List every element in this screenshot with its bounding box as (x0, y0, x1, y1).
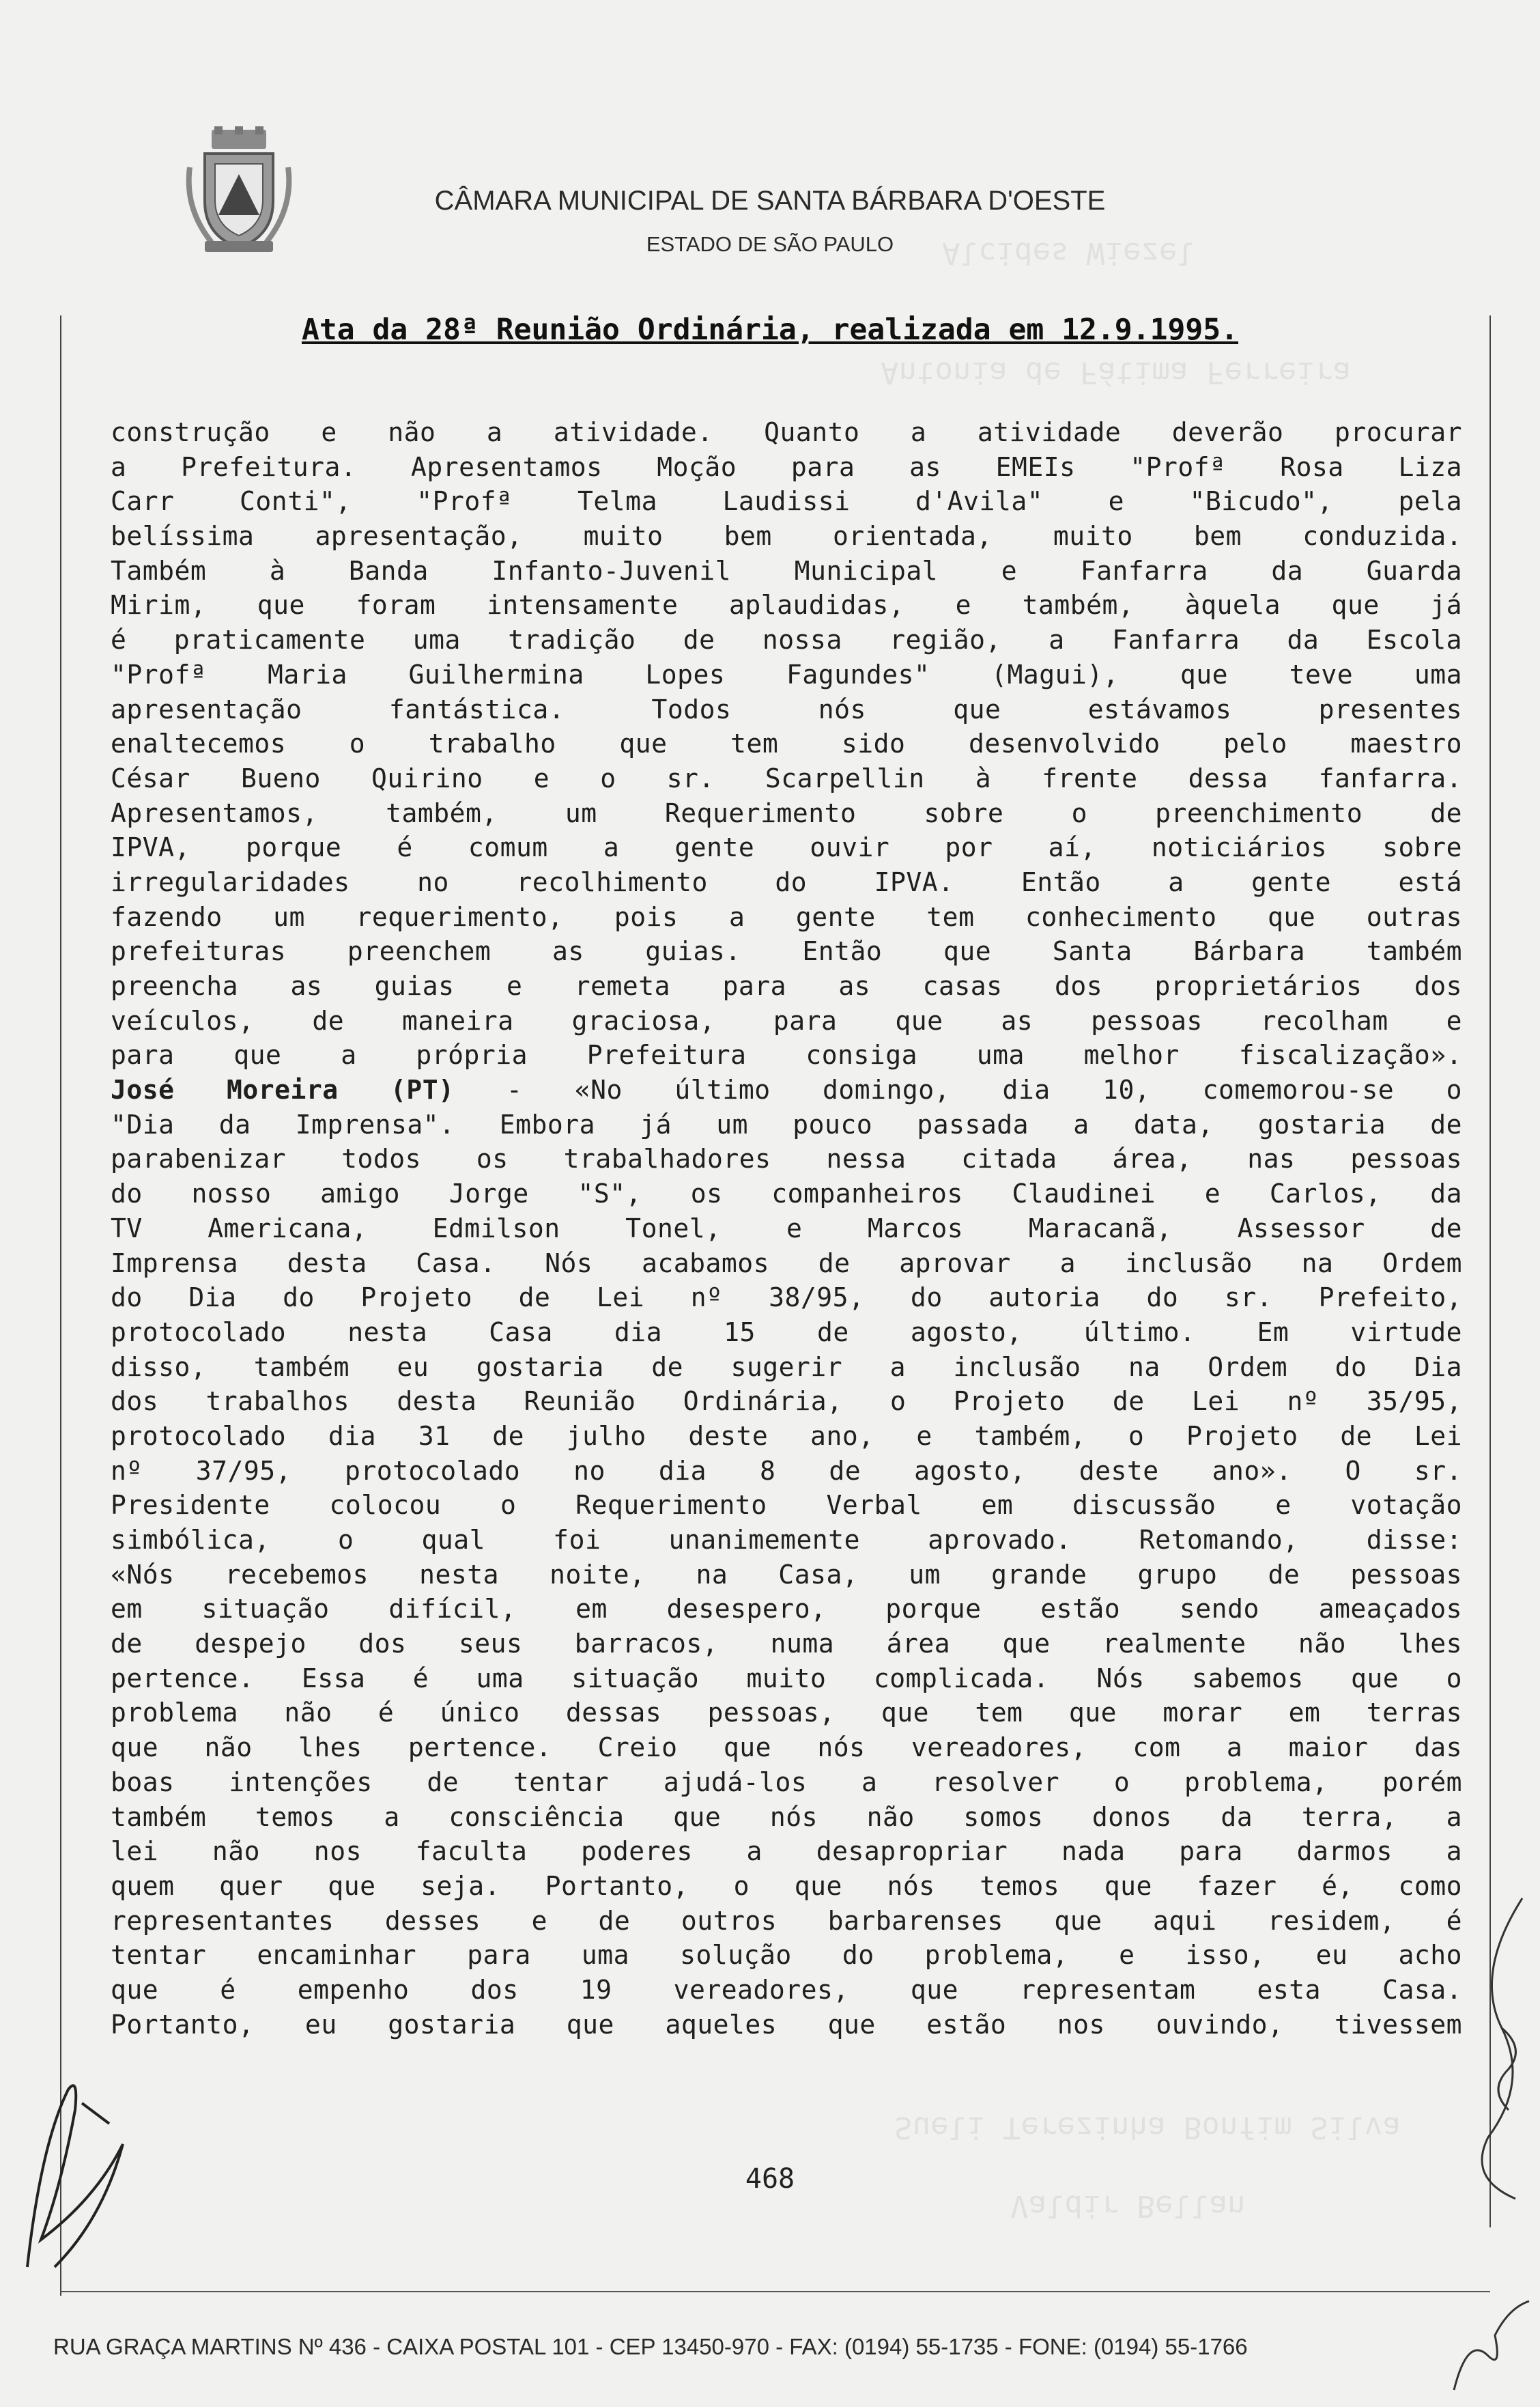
bleed-through-text: Antonia de Fátima Ferreira (881, 355, 1351, 390)
text-line: construção e não a atividade. Quanto a atividade deverão procurar (111, 417, 1462, 447)
text-line: problema não é único dessas pessoas, que tem que morar em terras (111, 1698, 1462, 1728)
speaker-line (111, 1073, 1462, 1108)
text-line: dos trabalhos desta Reunião Ordinária, o Projeto de Lei nº 35/95, (111, 1386, 1462, 1417)
text-line: Mirim, que foram intensamente aplaudidas, e também, àquela que já (111, 590, 1462, 621)
text-line: que não lhes pertence. Creio que nós vereadores, com a maior das (111, 1732, 1462, 1763)
text-line: lei não nos faculta poderes a desapropriar nada para darmos a (111, 1836, 1462, 1867)
text-line: Presidente colocou o Requerimento Verbal em discussão e votação (111, 1490, 1462, 1521)
organization-state: ESTADO DE SÃO PAULO (646, 232, 894, 256)
text-line: parabenizar todos os trabalhadores nessa citada área, nas pessoas (111, 1144, 1462, 1174)
signature-mark (14, 2062, 143, 2288)
bleed-through-text: Valdir Bellan (1010, 2188, 1246, 2223)
text-line: protocolado nesta Casa dia 15 de agosto, último. Em virtude (111, 1317, 1462, 1347)
text-line: «Nós recebemos nesta noite, na Casa, um grande grupo de pessoas (111, 1559, 1462, 1590)
text-line: "Dia da Imprensa". Embora já um pouco passada a data, gostaria de (111, 1109, 1462, 1140)
text-line: Também à Banda Infanto-Juvenil Municipal e Fanfarra da Guarda (111, 555, 1462, 586)
footer-rule (60, 2291, 1490, 2292)
text-line: IPVA, porque é comum a gente ouvir por aí, noticiários sobre (111, 832, 1462, 863)
text-line: é praticamente uma tradição de nossa região, a Fanfarra da Escola (111, 625, 1462, 656)
minutes-body (111, 415, 1462, 2042)
footer-address: RUA GRAÇA MARTINS Nº 436 - CAIXA POSTAL 101 - CEP 13450-970 - FAX: (0194) 55-1735 - FONE: (0194) 55-1766 (53, 2334, 1248, 2359)
organization-name: CÂMARA MUNICIPAL DE SANTA BÁRBARA D'OESTE (434, 186, 1106, 216)
text-line: - «No último domingo, dia 10, comemorou-se o (506, 1075, 1462, 1106)
text-line: Apresentamos, também, um Requerimento sobre o preenchimento de (111, 798, 1462, 828)
text-line: Imprensa desta Casa. Nós acabamos de aprovar a inclusão na Ordem (111, 1248, 1462, 1278)
text-line: TV Americana, Edmilson Tonel, e Marcos Maracanã, Assessor de (111, 1213, 1462, 1243)
text-line: fazendo um requerimento, pois a gente tem conhecimento que outras (111, 901, 1462, 932)
speaker-name: José Moreira (PT) (111, 1075, 455, 1106)
signature-mark (1461, 1891, 1536, 2206)
text-line: protocolado dia 31 de julho deste ano, e também, o Projeto de Lei (111, 1420, 1462, 1451)
text-line: preencha as guias e remeta para as casas dos proprietários dos (111, 971, 1462, 1001)
text-line: "Profª Maria Guilhermina Lopes Fagundes" (Magui), que teve uma (111, 659, 1462, 690)
text-line: quem quer que seja. Portanto, o que nós temos que fazer é, como (111, 1870, 1462, 1901)
text-line: tentar encaminhar para uma solução do problema, e isso, eu acho (111, 1940, 1462, 1971)
text-line: também temos a consciência que nós não somos donos da terra, a (111, 1801, 1462, 1832)
text-line: do Dia do Projeto de Lei nº 38/95, do autoria do sr. Prefeito, (111, 1282, 1462, 1313)
text-line: irregularidades no recolhimento do IPVA. Então a gente está (111, 867, 1462, 897)
text-line: pertence. Essa é uma situação muito complicada. Nós sabemos que o (111, 1663, 1462, 1693)
text-line: boas intenções de tentar ajudá-los a resolver o problema, porém (111, 1766, 1462, 1797)
text-line: prefeituras preenchem as guias. Então que Santa Bárbara também (111, 936, 1462, 967)
text-line: do nosso amigo Jorge "S", os companheiros Claudinei e Carlos, da (111, 1179, 1462, 1209)
text-line: Portanto, eu gostaria que aqueles que estão nos ouvindo, tivessem (111, 2009, 1462, 2040)
text-line: que é empenho dos 19 vereadores, que representam esta Casa. (111, 1974, 1462, 2005)
left-margin-rule (60, 315, 61, 2296)
bleed-through-text: Sueli Terezinha Bonfim Silva (894, 2110, 1401, 2145)
text-line: disso, também eu gostaria de sugerir a inclusão na Ordem do Dia (111, 1351, 1462, 1382)
text-line: Carr Conti", "Profª Telma Laudissi d'Avila" e "Bicudo", pela (111, 486, 1462, 517)
text-line: em situação difícil, em desespero, porque estão sendo ameaçados (111, 1594, 1462, 1624)
text-line: para que a própria Prefeitura consiga uma melhor fiscalização». (111, 1040, 1462, 1071)
document-title: Ata da 28ª Reunião Ordinária, realizada em 12.9.1995. (301, 313, 1239, 347)
text-line: César Bueno Quirino e o sr. Scarpellin à frente dessa fanfarra. (111, 763, 1462, 793)
page-number: 468 (745, 2163, 795, 2195)
text-line: belíssima apresentação, muito bem orientada, muito bem conduzida. (111, 521, 1462, 552)
text-line: representantes desses e de outros barbarenses que aqui residem, é (111, 1905, 1462, 1936)
text-line: veículos, de maneira graciosa, para que as pessoas recolham e (111, 1005, 1462, 1036)
text-line: a Prefeitura. Apresentamos Moção para as EMEIs "Profª Rosa Liza (111, 451, 1462, 482)
text-line: de despejo dos seus barracos, numa área que realmente não lhes (111, 1629, 1462, 1659)
text-line: nº 37/95, protocolado no dia 8 de agosto, deste ano». O sr. (111, 1455, 1462, 1486)
bleed-through-text: Alcides Wiezel (942, 236, 1195, 270)
text-line: enaltecemos o trabalho que tem sido desenvolvido pelo maestro (111, 729, 1462, 759)
text-line: apresentação fantástica. Todos nós que estávamos presentes (111, 694, 1462, 724)
text-line: simbólica, o qual foi unanimemente aprovado. Retomando, disse: (111, 1525, 1462, 1555)
